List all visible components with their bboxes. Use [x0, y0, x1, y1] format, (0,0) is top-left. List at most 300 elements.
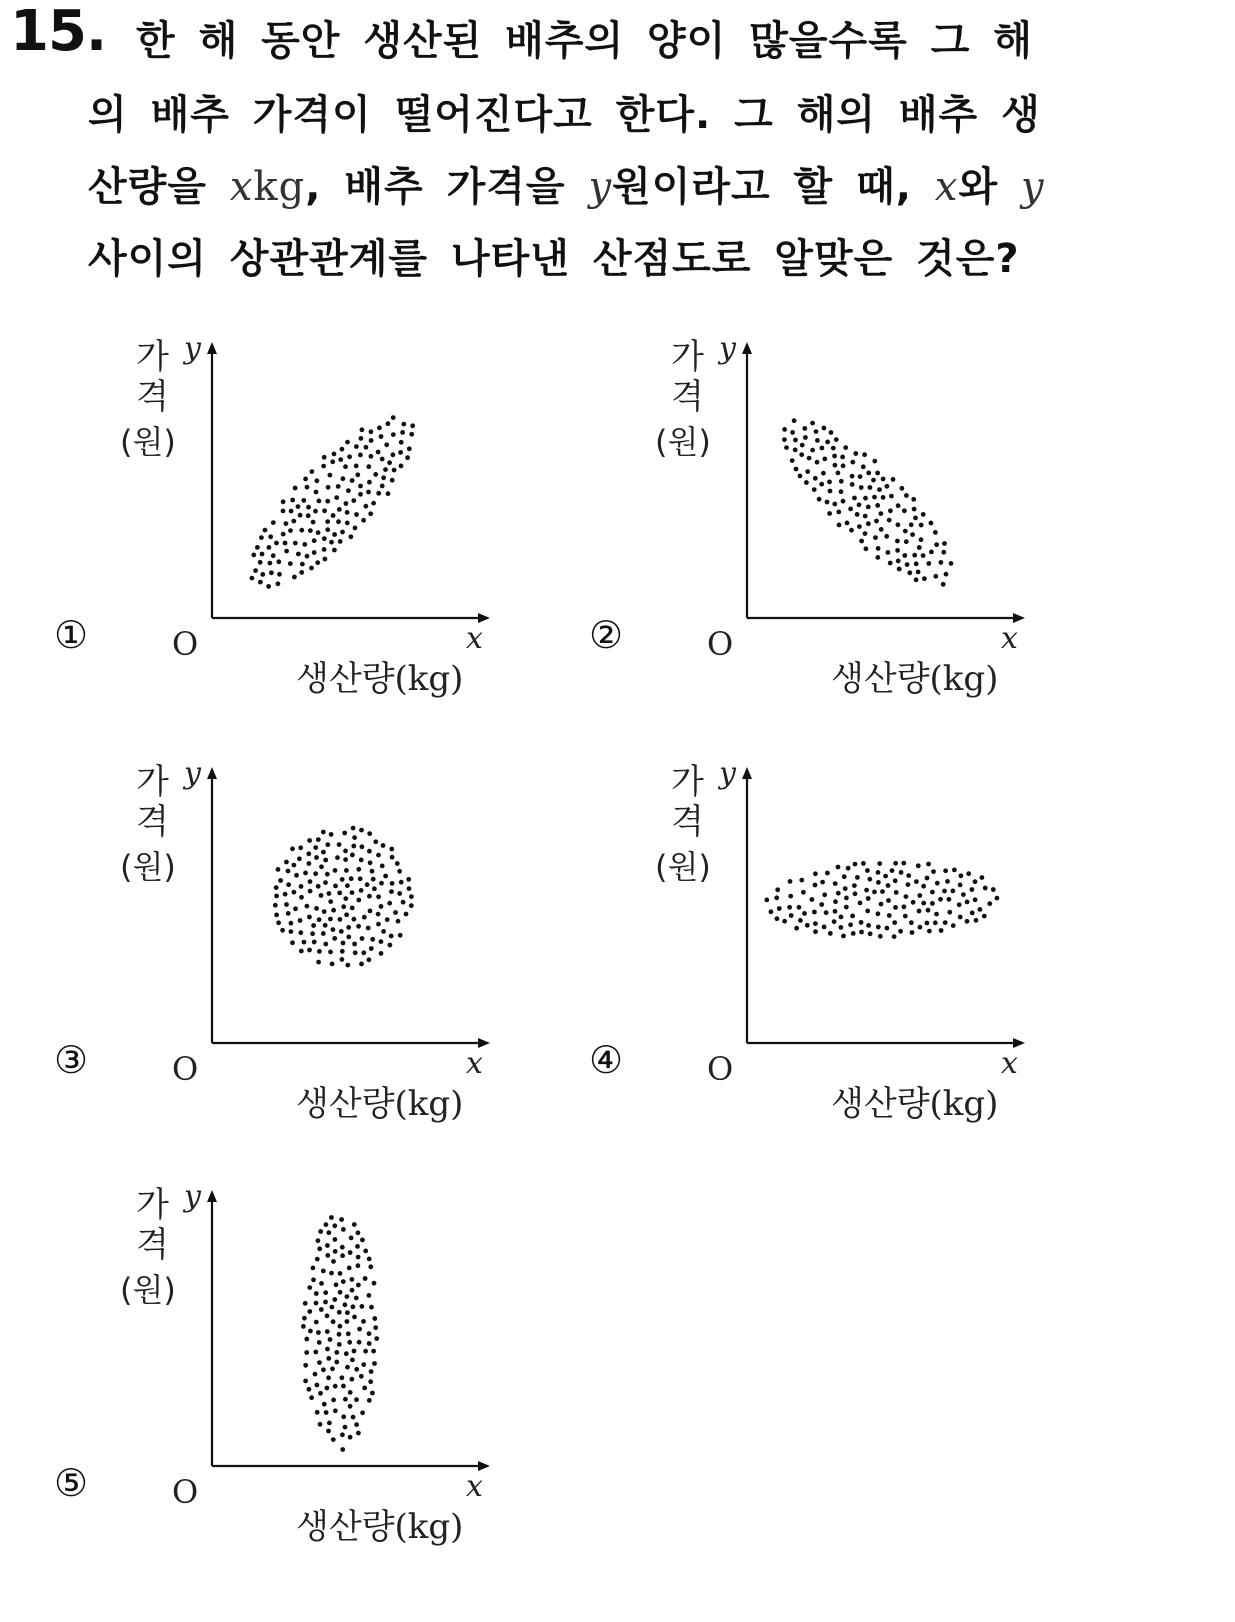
data-point [283, 892, 288, 897]
data-point [345, 440, 350, 445]
data-point [331, 1398, 336, 1403]
data-point [307, 1309, 312, 1314]
data-point [368, 860, 373, 865]
y-axis-arrow [207, 767, 217, 779]
data-point [300, 562, 305, 567]
data-point [942, 889, 947, 894]
option-5[interactable] [50, 1178, 570, 1578]
data-point [903, 914, 908, 919]
data-point [313, 871, 318, 876]
data-point [836, 891, 841, 896]
data-point [317, 949, 322, 954]
data-point [833, 909, 838, 914]
data-point [919, 523, 924, 528]
data-point [307, 838, 312, 843]
data-point [334, 1350, 339, 1355]
data-point [367, 831, 372, 836]
data-point [356, 1431, 361, 1436]
y-axis-label-char: 격 [136, 377, 169, 417]
data-point [253, 568, 258, 573]
data-point [331, 1437, 336, 1442]
data-point [817, 497, 822, 502]
data-point [345, 883, 350, 888]
data-point [947, 897, 952, 902]
data-point [325, 499, 330, 504]
data-point [352, 1222, 357, 1227]
data-point [902, 508, 907, 513]
data-point [929, 550, 934, 555]
x-axis-unit: (kg) [929, 659, 999, 699]
data-point [317, 917, 322, 922]
option-4[interactable] [585, 755, 1105, 1155]
data-point [298, 845, 303, 850]
data-point [368, 1379, 373, 1384]
data-point [367, 849, 372, 854]
data-point [336, 484, 341, 489]
data-point [858, 474, 863, 479]
data-point [395, 861, 400, 866]
data-point [848, 507, 853, 512]
data-point [302, 542, 307, 547]
data-point [341, 941, 346, 946]
data-point [286, 882, 291, 887]
data-point [303, 1363, 308, 1368]
data-point [371, 877, 376, 882]
data-point [390, 478, 395, 483]
data-point [333, 1249, 338, 1254]
data-point [325, 527, 330, 532]
data-point [330, 962, 335, 967]
data-point [871, 478, 876, 483]
data-point [326, 1356, 331, 1361]
data-point [312, 940, 317, 945]
data-point [878, 934, 883, 939]
data-point [368, 1264, 373, 1269]
data-point [834, 437, 839, 442]
data-point [316, 1330, 321, 1335]
data-point [321, 850, 326, 855]
data-point [839, 915, 844, 920]
data-point [822, 892, 827, 897]
data-point [881, 477, 886, 482]
data-point [266, 584, 271, 589]
data-point [276, 920, 281, 925]
data-point [258, 560, 263, 565]
data-point [848, 922, 853, 927]
data-point [790, 430, 795, 435]
data-point [354, 464, 359, 469]
data-point [376, 450, 381, 455]
data-point [907, 570, 912, 575]
data-point [366, 926, 371, 931]
data-point [286, 911, 291, 916]
data-point [949, 561, 954, 566]
y-axis-variable: y [184, 1179, 201, 1214]
data-point [311, 923, 316, 928]
data-point [290, 940, 295, 945]
data-point [292, 863, 297, 868]
data-point [805, 923, 810, 928]
data-point [298, 930, 303, 935]
data-point [363, 1349, 368, 1354]
data-point [321, 1269, 326, 1274]
data-point [841, 934, 846, 939]
data-point [367, 480, 372, 485]
data-point [367, 1398, 372, 1403]
data-point [274, 894, 279, 899]
data-point [345, 1310, 350, 1315]
y-axis-arrow [207, 342, 217, 354]
data-point [323, 880, 328, 885]
data-point [322, 1402, 327, 1407]
data-point [879, 902, 884, 907]
data-point [316, 837, 321, 842]
data-point [345, 1319, 350, 1324]
data-point [350, 478, 355, 483]
data-point [839, 925, 844, 930]
data-point [348, 1435, 353, 1440]
data-point [292, 575, 297, 580]
data-point [832, 502, 837, 507]
data-point [983, 886, 988, 891]
data-point [918, 925, 923, 930]
data-point [276, 581, 281, 586]
data-point [843, 445, 848, 450]
data-point [951, 889, 956, 894]
data-point [298, 513, 303, 518]
data-point [866, 923, 871, 928]
data-point [281, 532, 286, 537]
data-point [921, 901, 926, 906]
data-point [794, 926, 799, 931]
data-point [314, 906, 319, 911]
data-point [352, 917, 357, 922]
y-axis-arrow [742, 767, 752, 779]
data-point [350, 906, 355, 911]
data-point [345, 510, 350, 515]
data-point [255, 545, 260, 550]
data-point [868, 485, 873, 490]
data-point [337, 507, 342, 512]
data-point [328, 899, 333, 904]
data-point [373, 472, 378, 477]
data-point [390, 855, 395, 860]
option-3[interactable] [50, 755, 570, 1155]
data-point [359, 828, 364, 833]
data-point [367, 957, 372, 962]
data-point [308, 889, 313, 894]
data-point [387, 901, 392, 906]
data-point [803, 435, 808, 440]
data-point [812, 910, 817, 915]
data-point [322, 536, 327, 541]
data-point [961, 892, 966, 897]
data-point [379, 939, 384, 944]
data-point [317, 499, 322, 504]
data-point [400, 430, 405, 435]
data-point [886, 550, 891, 555]
data-point [921, 512, 926, 517]
data-point [319, 864, 324, 869]
data-point [862, 452, 867, 457]
data-point [926, 862, 931, 867]
data-point [293, 486, 298, 491]
x-axis-variable: x [466, 621, 483, 656]
data-point [855, 512, 860, 517]
data-point [346, 925, 351, 930]
data-point [825, 871, 830, 876]
data-point [340, 530, 345, 535]
data-point [348, 1390, 353, 1395]
data-point [318, 1229, 323, 1234]
option-2[interactable] [585, 330, 1105, 730]
y-axis-variable: y [719, 756, 736, 791]
data-point [911, 900, 916, 905]
data-point [815, 460, 820, 465]
data-point [863, 531, 868, 536]
data-point [917, 909, 922, 914]
data-point [799, 878, 804, 883]
data-point [352, 1315, 357, 1320]
data-point [853, 451, 858, 456]
data-point [944, 572, 949, 577]
data-point [369, 946, 374, 951]
data-point [328, 917, 333, 922]
data-point [405, 455, 410, 460]
data-point [284, 549, 289, 554]
data-point [852, 883, 857, 888]
data-point [385, 917, 390, 922]
data-point [360, 1410, 365, 1415]
data-point [886, 898, 891, 903]
data-point [383, 874, 388, 879]
data-point [321, 931, 326, 936]
data-point [316, 1238, 321, 1243]
data-point [824, 910, 829, 915]
data-point [890, 868, 895, 873]
data-point [814, 429, 819, 434]
data-point [340, 1245, 345, 1250]
data-point [396, 919, 401, 924]
data-point [829, 430, 834, 435]
data-point [939, 560, 944, 565]
data-point [373, 839, 378, 844]
data-point [304, 1350, 309, 1355]
data-point [337, 1332, 342, 1337]
data-point [299, 570, 304, 575]
data-point [939, 928, 944, 933]
data-point [389, 889, 394, 894]
data-point [855, 875, 860, 880]
data-point [865, 868, 870, 873]
data-point [933, 530, 938, 535]
data-point [865, 909, 870, 914]
data-point [858, 901, 863, 906]
data-point [351, 826, 356, 831]
data-point [965, 919, 970, 924]
data-point [788, 894, 793, 899]
data-point [380, 864, 385, 869]
data-point [356, 924, 361, 929]
data-point [879, 527, 884, 532]
data-point [850, 914, 855, 919]
data-point [308, 1329, 313, 1334]
y-axis-label-char: 가 [671, 337, 704, 377]
data-point [775, 887, 780, 892]
data-point [892, 934, 897, 939]
x-axis-label-text: 생산량 [296, 1507, 395, 1547]
y-axis-label-char: 가 [136, 337, 169, 377]
data-point [306, 513, 311, 518]
data-point [317, 1246, 322, 1251]
data-point [281, 499, 286, 504]
x-axis-unit: (kg) [394, 1507, 464, 1547]
data-point [360, 936, 365, 941]
data-point [909, 920, 914, 925]
data-point [345, 521, 350, 526]
data-point [873, 535, 878, 540]
data-point [896, 559, 901, 564]
data-point [887, 518, 892, 523]
y-axis-label-char: 가 [671, 762, 704, 802]
data-point [959, 873, 964, 878]
y-axis-label-char: 격 [136, 802, 169, 842]
data-point [319, 893, 324, 898]
data-point [391, 432, 396, 437]
data-point [340, 1375, 345, 1380]
data-point [409, 432, 414, 437]
data-point [332, 452, 337, 457]
data-point [307, 915, 312, 920]
data-point [370, 1391, 375, 1396]
data-point [271, 520, 276, 525]
data-point [278, 878, 283, 883]
data-point [340, 1432, 345, 1437]
data-point [358, 492, 363, 497]
data-point [284, 902, 289, 907]
data-point [350, 1377, 355, 1382]
data-point [344, 868, 349, 873]
data-point [299, 884, 304, 889]
data-point [822, 426, 827, 431]
data-point [322, 455, 327, 460]
y-axis-unit: (원) [120, 848, 176, 886]
data-point [343, 896, 348, 901]
text-segment: 산량을 [88, 164, 230, 210]
data-point [302, 1316, 307, 1321]
data-point [813, 871, 818, 876]
x-axis-label [831, 1084, 999, 1124]
data-point [277, 572, 282, 577]
data-point [397, 891, 402, 896]
data-point [340, 447, 345, 452]
data-point [866, 896, 871, 901]
data-point [350, 1358, 355, 1363]
data-point [837, 523, 842, 528]
data-point [859, 539, 864, 544]
data-point [251, 553, 256, 558]
data-point [325, 1386, 330, 1391]
data-point [307, 1285, 312, 1290]
data-point [332, 548, 337, 553]
data-point [354, 444, 359, 449]
data-point [314, 1301, 319, 1306]
data-point [390, 881, 395, 886]
data-point [299, 895, 304, 900]
data-point [343, 1425, 348, 1430]
data-point [875, 503, 880, 508]
data-point [352, 1349, 357, 1354]
data-point [367, 1341, 372, 1346]
data-point [897, 567, 902, 572]
data-point [338, 539, 343, 544]
data-point [350, 890, 355, 895]
data-point [296, 552, 301, 557]
data-point [344, 501, 349, 506]
data-point [269, 570, 274, 575]
data-point [839, 489, 844, 494]
data-point [372, 1281, 377, 1286]
data-point [846, 866, 851, 871]
data-point [321, 464, 326, 469]
data-point [333, 1384, 338, 1389]
question-line-1: 한 해 동안 생산된 배추의 양이 많을수록 그 해 [136, 18, 1033, 64]
data-point [328, 473, 333, 478]
data-point [863, 496, 868, 501]
data-point [367, 1293, 372, 1298]
x-axis-unit: (kg) [394, 659, 464, 699]
data-point [850, 482, 855, 487]
data-point [377, 425, 382, 430]
data-point [356, 1230, 361, 1235]
data-point [885, 484, 890, 489]
data-point [383, 467, 388, 472]
data-point [388, 943, 393, 948]
data-point [866, 521, 871, 526]
data-point [376, 491, 381, 496]
data-point [367, 894, 372, 899]
data-point [828, 931, 833, 936]
data-point [805, 469, 810, 474]
data-point [331, 1259, 336, 1264]
data-point [884, 534, 889, 539]
data-point [336, 519, 341, 524]
option-1[interactable] [50, 330, 570, 730]
data-point [914, 561, 919, 566]
data-point [896, 503, 901, 508]
data-point [296, 504, 301, 509]
data-point [833, 881, 838, 886]
data-point [893, 905, 898, 910]
data-point [314, 1320, 319, 1325]
variable-y: y [588, 164, 613, 210]
data-point [325, 842, 330, 847]
data-point [309, 1395, 314, 1400]
y-axis-unit: (원) [655, 423, 711, 461]
data-point [800, 443, 805, 448]
data-point [271, 553, 276, 558]
data-point [398, 933, 403, 938]
data-point [340, 949, 345, 954]
data-point [373, 1325, 378, 1330]
y-axis-variable: y [184, 756, 201, 791]
data-point [280, 928, 285, 933]
data-point [409, 894, 414, 899]
data-point [379, 434, 384, 439]
data-point [326, 485, 331, 490]
data-point [350, 1277, 355, 1282]
data-point [341, 1384, 346, 1389]
